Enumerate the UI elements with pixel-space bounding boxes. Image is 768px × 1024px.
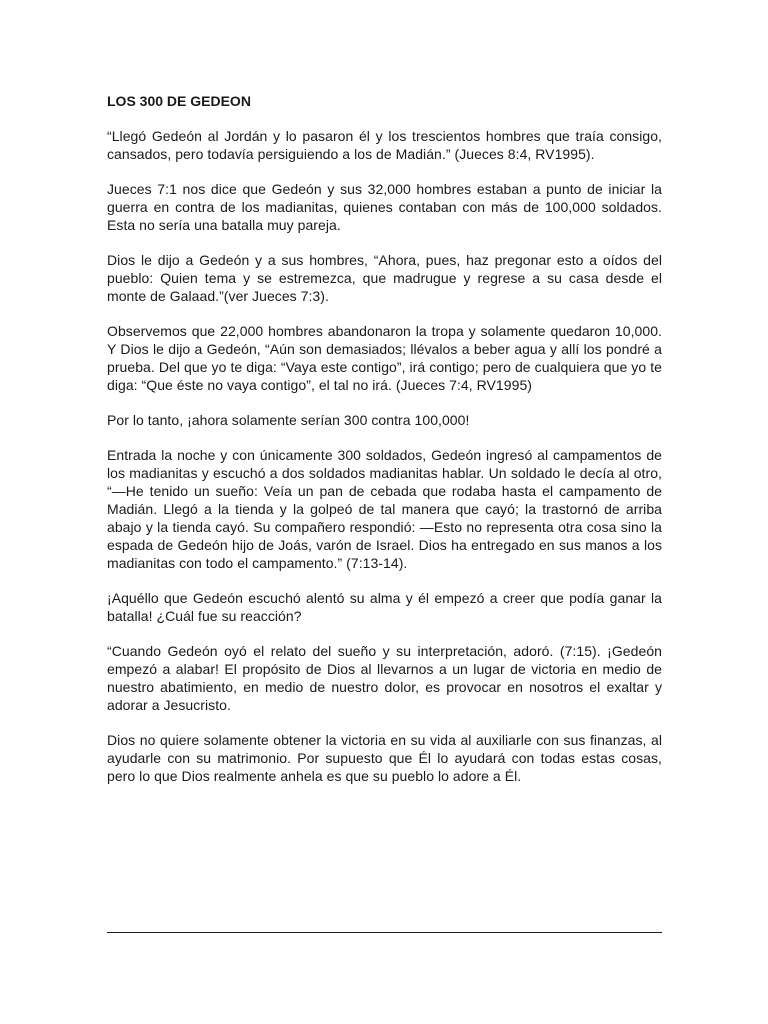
paragraph-8: “Cuando Gedeón oyó el relato del sueño y su interpretación, adoró. (7:15). ¡Gedeón empezó a alabar! El propósito de Dios al llevarnos a un lugar de victoria en medio de nuestro abatimiento, en medio de nuestro dolor, es provocar en nosotros el exaltar y adorar a Jesucristo.	[107, 643, 662, 713]
paragraph-1: “Llegó Gedeón al Jordán y lo pasaron él y los trescientos hombres que traía consigo, cansados, pero todavía persiguiendo a los de Madián.” (Jueces 8:4, RV1995).	[107, 128, 662, 162]
paragraph-4: Observemos que 22,000 hombres abandonaron la tropa y solamente quedaron 10,000. Y Dios le dijo a Gedeón, “Aún son demasiados; llévalos a beber agua y allí los pondré a prueba. Del que yo te diga: “Vaya este contigo”, irá contigo; pero de cualquiera que yo te diga: “Que éste no vaya contigo”, el tal no irá. (Jueces 7:4, RV1995)	[107, 323, 662, 393]
paragraph-3: Dios le dijo a Gedeón y a sus hombres, “Ahora, pues, haz pregonar esto a oídos del pueblo: Quien tema y se estremezca, que madrugue y regrese a su casa desde el monte de Galaad.”(ver Jueces 7:3).	[107, 252, 662, 304]
paragraph-5: Por lo tanto, ¡ahora solamente serían 300 contra 100,000!	[107, 412, 470, 428]
document-body	[107, 92, 662, 802]
paragraph-7: ¡Aquéllo que Gedeón escuchó alentó su alma y él empezó a creer que podía ganar la batalla! ¿Cuál fue su reacción?	[107, 590, 662, 624]
paragraph-9: Dios no quiere solamente obtener la victoria en su vida al auxiliarle con sus finanzas, al ayudarle con su matrimonio. Por supuesto que Él lo ayudará con todas estas cosas, pero lo que Dios realmente anhela es que su pueblo lo adore a Él.	[107, 732, 662, 784]
paragraph-6: Entrada la noche y con únicamente 300 soldados, Gedeón ingresó al campamentos de los madianitas y escuchó a dos soldados madianitas hablar. Un soldado le decía al otro, “—He tenido un sueño: Veía un pan de cebada que rodaba hasta el campamento de Madián. Llegó a la tienda y la golpeó de tal manera que cayó; la trastornó de arriba abajo y la tienda cayó. Su compañero respondió: —Esto no representa otra cosa sino la espada de Gedeón hijo de Joás, varón de Israel. Dios ha entregado en sus manos a los madianitas con todo el campamento.” (7:13-14).	[107, 447, 662, 571]
footer-divider	[107, 932, 662, 933]
document-title: LOS 300 DE GEDEON	[107, 93, 251, 109]
paragraph-2: Jueces 7:1 nos dice que Gedeón y sus 32,000 hombres estaban a punto de iniciar la guerra en contra de los madianitas, quienes contaban con más de 100,000 soldados. Esta no sería una batalla muy pareja.	[107, 181, 662, 233]
